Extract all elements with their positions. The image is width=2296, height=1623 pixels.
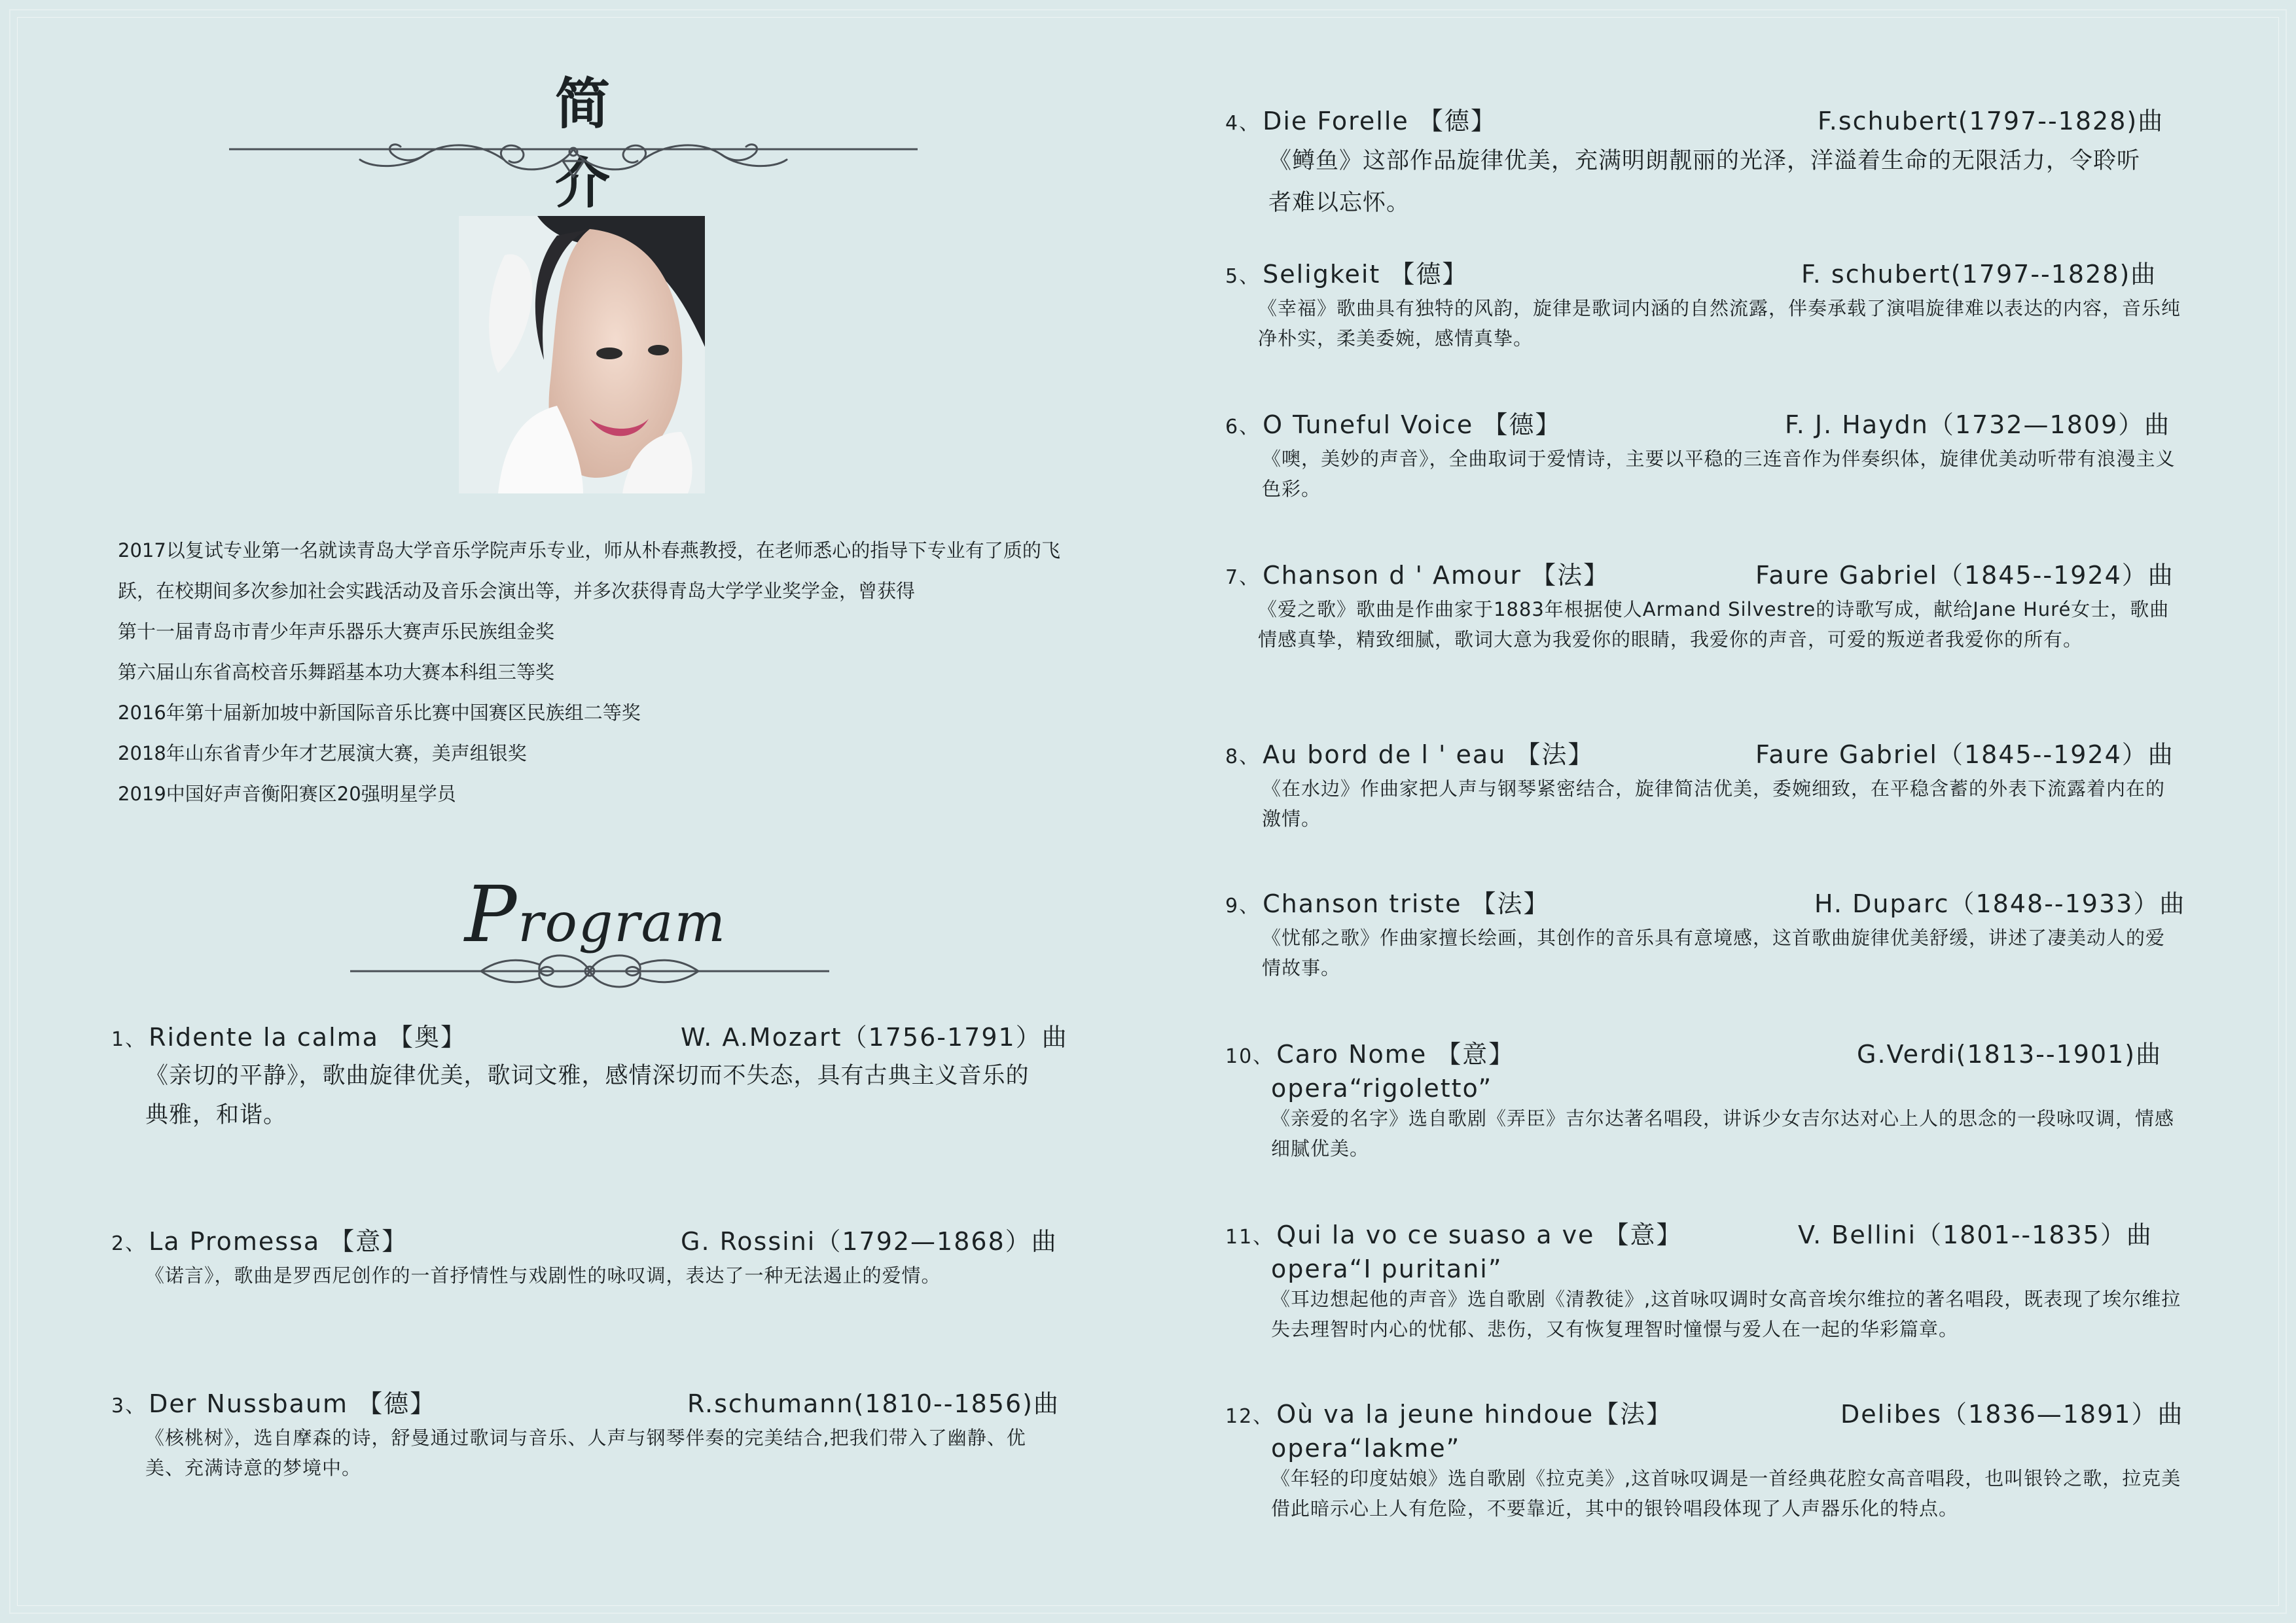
- award-item: 第六届山东省高校音乐舞蹈基本功大赛本科组三等奖: [118, 661, 555, 683]
- item-title: Caro Nome 【意】: [1276, 1040, 1515, 1069]
- award-item: 2019中国好声音衡阳赛区20强明星学员: [118, 783, 456, 805]
- program-item: [111, 1387, 1060, 1483]
- item-composer: H. Duparc（1848--1933）曲: [1814, 889, 2186, 918]
- item-title: Ridente la calma 【奥】: [149, 1023, 467, 1052]
- program-item: [1225, 887, 2186, 983]
- item-description: 《爱之歌》歌曲是作曲家于1883年根据使人Armand Silvestre的诗歌写成，献给Jane Huré女士，歌曲情感真挚，精致细腻，歌词大意为我爱你的眼睛，我爱你的声音，可爱的叛逆者我爱你的所有。: [1258, 598, 2170, 651]
- program-item: [1225, 559, 2181, 654]
- program-title-rest: rogram: [518, 892, 727, 954]
- item-description: 《耳边想起他的声音》选自歌剧《清教徒》,这首咏叹调时女高音埃尔维拉的著名唱段，既表现了埃尔维拉失去理智时内心的忧郁、悲伤，又有恢复理智时憧憬与爱人在一起的华彩篇章。: [1271, 1288, 2181, 1340]
- item-description: 《亲爱的名字》选自歌剧《弄臣》吉尔达著名唱段，讲诉少女吉尔达对心上人的思念的一段咏叹调，情感细腻优美。: [1271, 1107, 2175, 1160]
- item-heading: [111, 1387, 1060, 1423]
- item-description: 《亲切的平静》，歌曲旋律优美，歌词文雅，感情深切而不失态，具有古典主义音乐的典雅，和谐。: [145, 1063, 1030, 1128]
- item-number: 9、: [1225, 895, 1261, 918]
- item-composer: G.Verdi(1813--1901)曲: [1857, 1040, 2162, 1069]
- item-number: 10、: [1225, 1045, 1274, 1068]
- award-item: 2016年第十届新加坡中新国际音乐比赛中国赛区民族组二等奖: [118, 702, 641, 724]
- item-title: Chanson d ' Amour 【法】: [1263, 561, 1610, 590]
- item-composer: Faure Gabriel（1845--1924）曲: [1755, 561, 2174, 590]
- item-description: 《噢，美妙的声音》，全曲取词于爱情诗，主要以平稳的三连音作为伴奏织体，旋律优美动听带有浪漫主义色彩。: [1262, 448, 2176, 500]
- item-title: Seligkeit 【德】: [1263, 260, 1469, 289]
- item-title: O Tuneful Voice 【德】: [1263, 410, 1562, 439]
- item-heading: [1225, 258, 2181, 293]
- item-number: 2、: [111, 1232, 147, 1255]
- item-description: 《幸福》歌曲具有独特的风韵，旋律是歌词内涵的自然流露，伴奏承载了演唱旋律难以表达的内容，音乐纯净朴实，柔美委婉，感情真挚。: [1258, 297, 2181, 349]
- item-title: Chanson triste 【法】: [1263, 889, 1550, 918]
- item-composer: G. Rossini（1792—1868）曲: [681, 1227, 1058, 1256]
- award-item: 第十一届青岛市青少年声乐器乐大赛声乐民族组金奖: [118, 620, 555, 643]
- item-title: Der Nussbaum 【德】: [149, 1389, 437, 1418]
- program-item: [1225, 738, 2181, 834]
- item-heading: [1225, 738, 2181, 774]
- item-heading: [1225, 887, 2186, 923]
- item-heading: [1225, 1398, 2184, 1433]
- item-heading: [1225, 105, 2181, 140]
- item-number: 12、: [1225, 1405, 1274, 1428]
- item-description: 《诺言》，歌曲是罗西尼创作的一首抒情性与戏剧性的咏叹调，表达了一种无法遏止的爱情。: [145, 1264, 941, 1287]
- item-composer: F.schubert(1797--1828)曲: [1818, 107, 2164, 135]
- item-description: 《核桃树》，选自摩森的诗，舒曼通过歌词与音乐、人声与钢琴伴奏的完美结合,把我们带入了幽静、优美、充满诗意的梦境中。: [145, 1427, 1026, 1479]
- item-title: Die Forelle 【德】: [1263, 107, 1497, 135]
- portrait-photo: [459, 216, 705, 493]
- item-heading: [111, 1225, 1058, 1260]
- item-opera: opera“rigoletto”: [1271, 1074, 1493, 1103]
- item-composer: F. J. Haydn（1732—1809）曲: [1785, 410, 2171, 439]
- item-number: 1、: [111, 1028, 147, 1051]
- flourish-divider-icon: [350, 942, 829, 1001]
- item-heading: [111, 1021, 1068, 1056]
- intro-title: 简 介: [554, 71, 661, 215]
- award-item: 2018年山东省青少年才艺展演大赛，美声组银奖: [118, 742, 527, 764]
- item-composer: V. Bellini（1801--1835）曲: [1798, 1221, 2153, 1249]
- item-number: 11、: [1225, 1226, 1274, 1249]
- program-item: [111, 1021, 1068, 1135]
- item-composer: F. schubert(1797--1828)曲: [1801, 260, 2157, 289]
- item-opera: opera“lakme”: [1271, 1434, 1461, 1463]
- program-item: [111, 1225, 1058, 1291]
- item-heading: [1225, 1219, 2181, 1254]
- program-item: [1225, 105, 2181, 224]
- program-item: [1225, 408, 2181, 504]
- flourish-divider-icon: [229, 128, 918, 187]
- item-title: Où va la jeune hindoue【法】: [1276, 1400, 1673, 1429]
- item-description: 《鳟鱼》这部作品旋律优美，充满明朗靓丽的光泽，洋溢着生命的无限活力，令聆听者难以忘怀。: [1268, 148, 2141, 216]
- item-composer: W. A.Mozart（1756-1791）曲: [681, 1023, 1068, 1052]
- item-description: 《忧郁之歌》作曲家擅长绘画，其创作的音乐具有意境感，这首歌曲旋律优美舒缓，讲述了凄美动人的爱情故事。: [1262, 927, 2166, 979]
- program-item: [1225, 1398, 2184, 1524]
- item-heading: [1225, 408, 2181, 444]
- item-number: 5、: [1225, 265, 1261, 288]
- bio-section: [118, 530, 1060, 814]
- item-title: La Promessa 【意】: [149, 1227, 408, 1256]
- item-description: 《年轻的印度姑娘》选自歌剧《拉克美》,这首咏叹调是一首经典花腔女高音唱段，也叫银铃之歌，拉克美借此暗示心上人有危险，不要靠近，其中的银铃唱段体现了人声器乐化的特点。: [1271, 1467, 2181, 1520]
- item-opera: opera“I puritani”: [1271, 1255, 1503, 1283]
- item-composer: R.schumann(1810--1856)曲: [687, 1389, 1060, 1418]
- program-title-cap: P: [464, 869, 518, 959]
- item-number: 3、: [111, 1395, 147, 1418]
- item-title: Qui la vo ce suaso a ve 【意】: [1276, 1221, 1683, 1249]
- program-item: [1225, 1219, 2181, 1344]
- item-number: 4、: [1225, 112, 1261, 135]
- item-number: 8、: [1225, 745, 1261, 768]
- item-number: 7、: [1225, 566, 1261, 589]
- item-composer: Delibes（1836—1891）曲: [1840, 1400, 2184, 1429]
- item-title: Au bord de l ' eau 【法】: [1263, 740, 1594, 769]
- bio-paragraph: 2017以复试专业第一名就读青岛大学音乐学院声乐专业，师从朴春燕教授，在老师悉心的指导下专业有了质的飞跃，在校期间多次参加社会实践活动及音乐会演出等，并多次获得青岛大学学业奖学金，曾获得: [118, 539, 1060, 602]
- program-item: [1225, 1038, 2181, 1164]
- item-heading: [1225, 1038, 2181, 1073]
- item-heading: [1225, 559, 2181, 594]
- item-composer: Faure Gabriel（1845--1924）曲: [1755, 740, 2174, 769]
- item-number: 6、: [1225, 416, 1261, 438]
- program-item: [1225, 258, 2181, 353]
- item-description: 《在水边》作曲家把人声与钢琴紧密结合，旋律简洁优美，委婉细致，在平稳含蓄的外表下流露着内在的激情。: [1262, 777, 2166, 830]
